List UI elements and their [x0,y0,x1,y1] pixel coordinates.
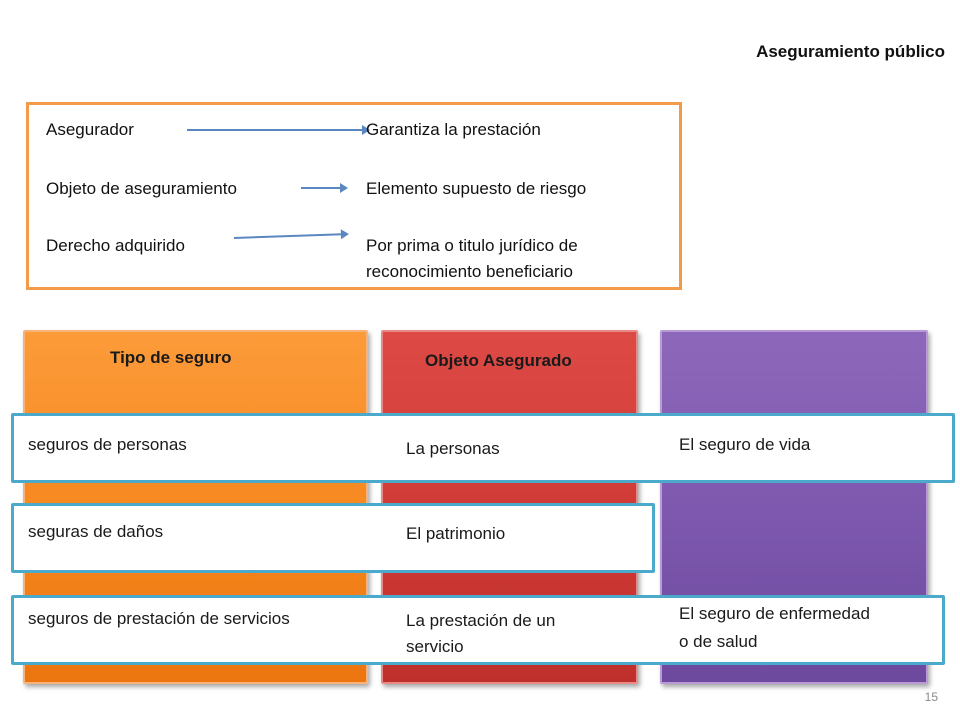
row-seguro-personas: El seguro de vida [679,435,811,454]
row-tipo-danos: seguras de daños [28,522,164,541]
row-tipo-servicios: seguros de prestación de servicios [28,609,290,628]
column-header-objeto: Objeto Asegurado [425,351,572,370]
arrow-icon [187,129,367,131]
row-tipo-personas: seguros de personas [28,435,187,454]
row-objeto-servicios-line1: La prestación de un [406,611,556,630]
definition-term-derecho: Derecho adquirido [46,236,185,255]
arrow-icon [301,187,345,189]
row-objeto-servicios-line2: servicio [406,637,464,656]
definition-meaning-asegurador: Garantiza la prestación [366,120,541,139]
row-objeto-personas: La personas [406,439,500,458]
definition-term-asegurador: Asegurador [46,120,134,139]
definition-meaning-derecho-line1: Por prima o titulo jurídico de [366,236,578,255]
page-number: 15 [924,690,938,704]
slide-title: Aseguramiento público [756,42,945,61]
row-seguro-servicios-line2: o de salud [679,632,758,651]
definition-term-objeto: Objeto de aseguramiento [46,179,237,198]
definitions-box [26,102,682,290]
definition-meaning-derecho-line2: reconocimiento beneficiario [366,262,573,281]
arrow-icon [234,233,346,239]
definition-meaning-objeto: Elemento supuesto de riesgo [366,179,587,198]
column-header-tipo: Tipo de seguro [110,348,232,367]
row-seguro-servicios-line1: El seguro de enfermedad [679,604,870,623]
row-objeto-danos: El patrimonio [406,524,506,543]
